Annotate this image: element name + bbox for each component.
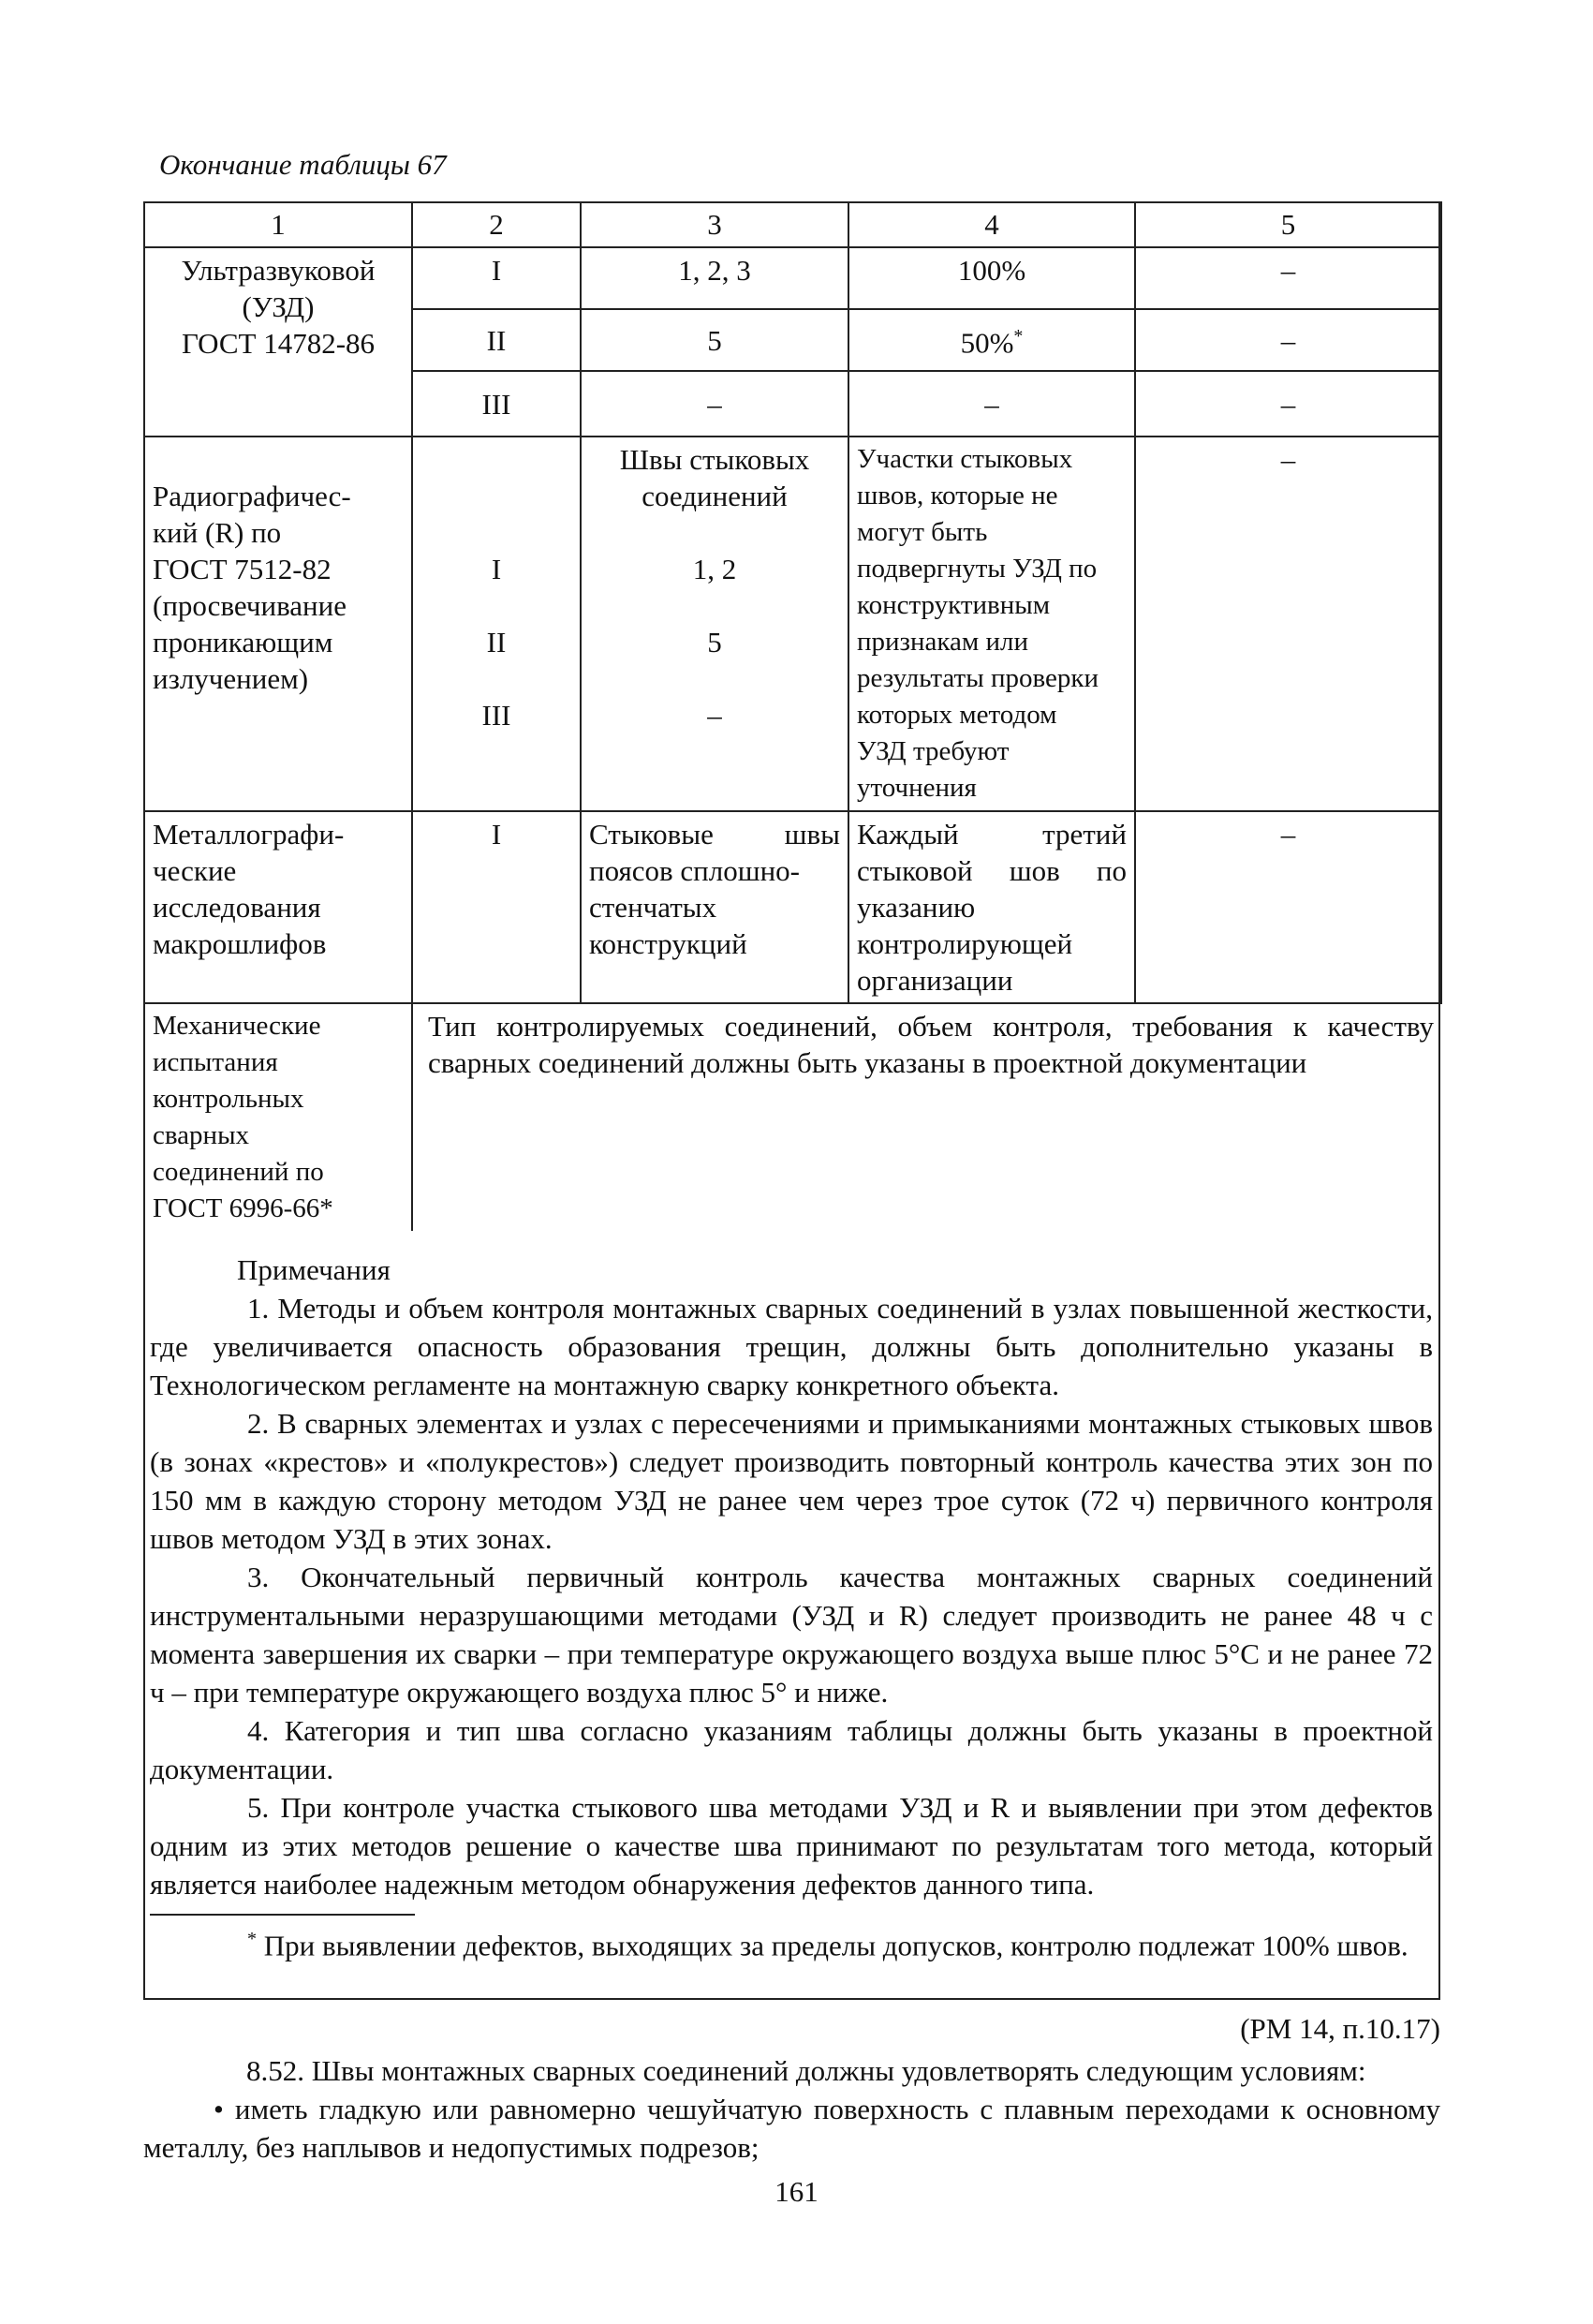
seams-line: Стыковые швы <box>589 818 840 851</box>
method-line: сварных <box>153 1120 250 1150</box>
method-cell-metal <box>144 811 412 1003</box>
method-line: испытания <box>153 1047 278 1077</box>
method-line: ческие <box>153 854 237 887</box>
method-line: Металлографи- <box>153 818 345 851</box>
header-cell: 5 <box>1135 202 1441 247</box>
seams-title-line: соединений <box>642 480 788 512</box>
method-line: соединений по <box>153 1157 324 1187</box>
extra-cell: – <box>1135 811 1441 1003</box>
method-line: ГОСТ 6996-66* <box>153 1193 333 1223</box>
footnote <box>150 1920 1433 1964</box>
category-cell: III <box>412 371 581 437</box>
category-cell: I <box>412 811 581 1003</box>
volume-line: уточнения <box>857 773 977 803</box>
seams-title-line: Швы стыковых <box>619 443 810 476</box>
volume-line: признакам или <box>857 627 1029 657</box>
note-item: 3. Окончательный первичный контроль качества монтажных сварных соединений инструментальными неразрушающими методами (УЗД и R) следует производить не ранее 48 ч с момента завершения их сварки – при температуре окружающего воздуха выше плюс 5°С и не ранее 72 ч – при температуре окружающего воздуха плюс 5° и ниже. <box>150 1561 1433 1709</box>
volume-line: которых методом <box>857 700 1057 730</box>
volume-line: результаты проверки <box>857 663 1099 693</box>
header-cell: 3 <box>581 202 848 247</box>
paragraph-8-52: 8.52. Швы монтажных сварных соединений должны удовлетворять следующим условиям: <box>246 2054 1366 2087</box>
method-line: Механические <box>153 1011 321 1041</box>
volume-line: Каждый третий <box>857 818 1127 851</box>
method-cell-mech <box>144 1003 412 1231</box>
method-cell-radio <box>144 437 412 811</box>
seams-line: поясов сплошно- <box>589 854 801 887</box>
table-caption: Окончание таблицы 67 <box>159 148 447 181</box>
method-line: кий (R) по <box>153 516 282 549</box>
table-row <box>144 811 1441 1003</box>
table-row <box>144 437 1441 811</box>
seams-line: конструкций <box>589 927 747 960</box>
table-row <box>144 1003 1441 1231</box>
volume-line: Участки стыковых <box>857 444 1073 474</box>
note-item: 5. При контроле участка стыкового шва методами УЗД и R и выявлении при этом дефектов одним из этих методов решение о качестве шва принимают по результатам того метода, который является наиболее надежным методом обнаружения дефектов данного типа. <box>150 1791 1433 1901</box>
volume-line: могут быть <box>857 517 988 547</box>
category-cell: I <box>412 247 581 309</box>
volume-line: стыковой шов по <box>857 854 1127 887</box>
extra-cell: – <box>1135 371 1441 437</box>
volume-line: указанию <box>857 891 976 924</box>
volume-line: швов, которые не <box>857 481 1058 511</box>
seams-cell: – <box>581 371 848 437</box>
extra-cell: – <box>1135 247 1441 309</box>
bullet-item: • иметь гладкую или равномерно чешуйчатую поверхность с плавным переходами к основному металлу, без наплывов и недопустимых подрезов; <box>143 2093 1440 2164</box>
notes-title: Примечания <box>237 1253 391 1286</box>
volume-cell: 100% <box>848 247 1135 309</box>
header-cell: 4 <box>848 202 1135 247</box>
volume-cell: – <box>848 371 1135 437</box>
volume-cell <box>848 437 1135 811</box>
extra-cell: – <box>1135 309 1441 371</box>
volume-cell <box>848 811 1135 1003</box>
footnote-text: При выявлении дефектов, выходящих за пределы допусков, контролю подлежат 100% швов. <box>263 1929 1409 1962</box>
volume-line: контролирующей <box>857 927 1073 960</box>
page-number: 161 <box>774 2175 819 2208</box>
category-cell: II <box>412 309 581 371</box>
method-cell-uzd <box>144 247 412 437</box>
reference: (РМ 14, п.10.17) <box>1240 2012 1440 2045</box>
seams-value: 5 <box>707 626 722 659</box>
volume-line: конструктивным <box>857 590 1051 620</box>
mech-requirements-cell: Тип контролируемых соединений, объем контроля, требования к качеству сварных соединений должны быть указаны в проектной документации <box>412 1003 1441 1231</box>
category-value: II <box>486 626 507 659</box>
method-line: Ультразвуковой <box>181 254 376 287</box>
volume-line: УЗД требуют <box>857 736 1010 766</box>
seams-value: – <box>707 699 722 732</box>
control-methods-table <box>143 201 1442 1231</box>
method-line: ГОСТ 14782-86 <box>181 327 376 360</box>
method-line: излучением) <box>153 662 309 695</box>
seams-cell: 5 <box>581 309 848 371</box>
footnote-mark: * <box>1013 326 1024 348</box>
volume-cell <box>848 309 1135 371</box>
seams-cell: 1, 2, 3 <box>581 247 848 309</box>
footnote-mark: * <box>247 1929 257 1949</box>
method-line: макрошлифов <box>153 927 327 960</box>
method-line: Радиографичес- <box>153 480 351 512</box>
volume-value: 50% <box>960 326 1014 360</box>
method-line: исследования <box>153 891 321 924</box>
note-item: 4. Категория и тип шва согласно указаниям таблицы должны быть указаны в проектной документации. <box>150 1714 1433 1785</box>
seams-line: стенчатых <box>589 891 717 924</box>
seams-cell <box>581 437 848 811</box>
method-line: контрольных <box>153 1084 304 1114</box>
method-line: (УЗД) <box>242 290 315 323</box>
category-value: I <box>491 553 502 585</box>
seams-value: 1, 2 <box>692 553 737 585</box>
table-row <box>144 247 1441 309</box>
note-item: 1. Методы и объем контроля монтажных сварных соединений в узлах повышенной жесткости, где увеличивается опасность образования трещин, должны быть дополнительно указаны в Технологическом регламенте на монтажную сварку конкретного объекта. <box>150 1292 1433 1401</box>
extra-cell: – <box>1135 437 1441 811</box>
method-line: (просвечивание <box>153 589 347 622</box>
category-value: III <box>481 699 511 732</box>
volume-line: организации <box>857 964 1013 997</box>
method-line: ГОСТ 7512-82 <box>153 553 332 585</box>
method-line: проникающим <box>153 626 333 659</box>
header-cell: 2 <box>412 202 581 247</box>
category-cell <box>412 437 581 811</box>
note-item: 2. В сварных элементах и узлах с пересечениями и примыканиями монтажных стыковых швов (в зонах «крестов» и «полукрестов») следует производить повторный контроль качества этих зон по 150 мм в каждую сторону методом УЗД не ранее чем через трое суток (72 ч) первичного контроля швов методом УЗД в этих зонах. <box>150 1407 1433 1555</box>
header-cell: 1 <box>144 202 412 247</box>
footnote-divider <box>150 1914 415 1916</box>
table-header-row <box>144 202 1441 247</box>
seams-cell <box>581 811 848 1003</box>
body-text <box>143 2051 1440 2167</box>
volume-line: подвергнуты УЗД по <box>857 554 1098 584</box>
notes-section <box>150 1251 1433 1903</box>
